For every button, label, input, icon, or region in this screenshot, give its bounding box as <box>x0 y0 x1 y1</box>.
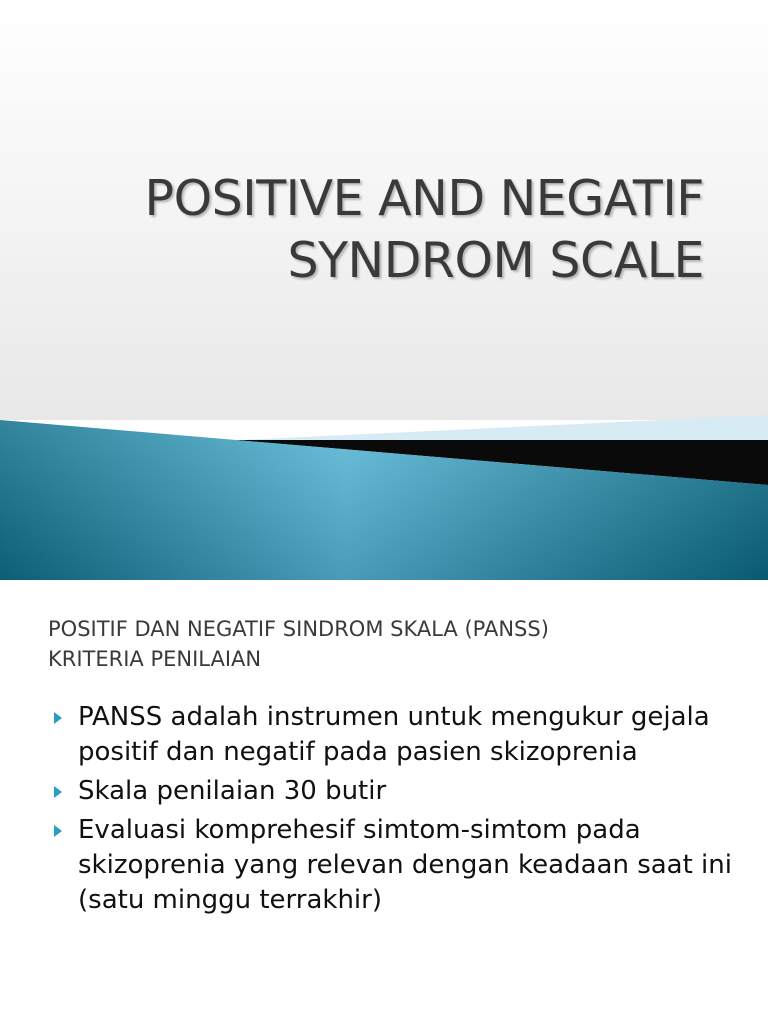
slide-title-line-2: SYNDROM SCALE <box>287 232 704 289</box>
bullet-item <box>52 774 742 809</box>
triangle-bullet-icon <box>54 712 62 724</box>
decorative-banner <box>0 410 768 580</box>
bullet-text: Skala penilaian 30 butir <box>78 776 387 806</box>
slide-subtitle <box>48 614 549 674</box>
slide-title-line-1: POSITIVE AND NEGATIF <box>144 170 704 227</box>
slide-subtitle-line-1: POSITIF DAN NEGATIF SINDROM SKALA (PANSS) <box>48 617 549 641</box>
banner-light-stripe <box>240 415 768 440</box>
slide-title <box>145 168 704 292</box>
bullet-text: PANSS adalah instrumen untuk mengukur gejala positif dan negatif pada pasien skizoprenia <box>78 702 710 767</box>
triangle-bullet-icon <box>54 786 62 798</box>
bullet-item <box>52 813 742 918</box>
title-area <box>0 0 768 420</box>
bullet-list <box>52 700 742 922</box>
slide-subtitle-line-2: KRITERIA PENILAIAN <box>48 647 262 671</box>
bullet-text: Evaluasi komprehesif simtom-simtom pada skizoprenia yang relevan dengan keadaan saat ini (satu minggu terrakhir) <box>78 815 732 915</box>
triangle-bullet-icon <box>54 825 62 837</box>
bullet-item <box>52 700 742 770</box>
